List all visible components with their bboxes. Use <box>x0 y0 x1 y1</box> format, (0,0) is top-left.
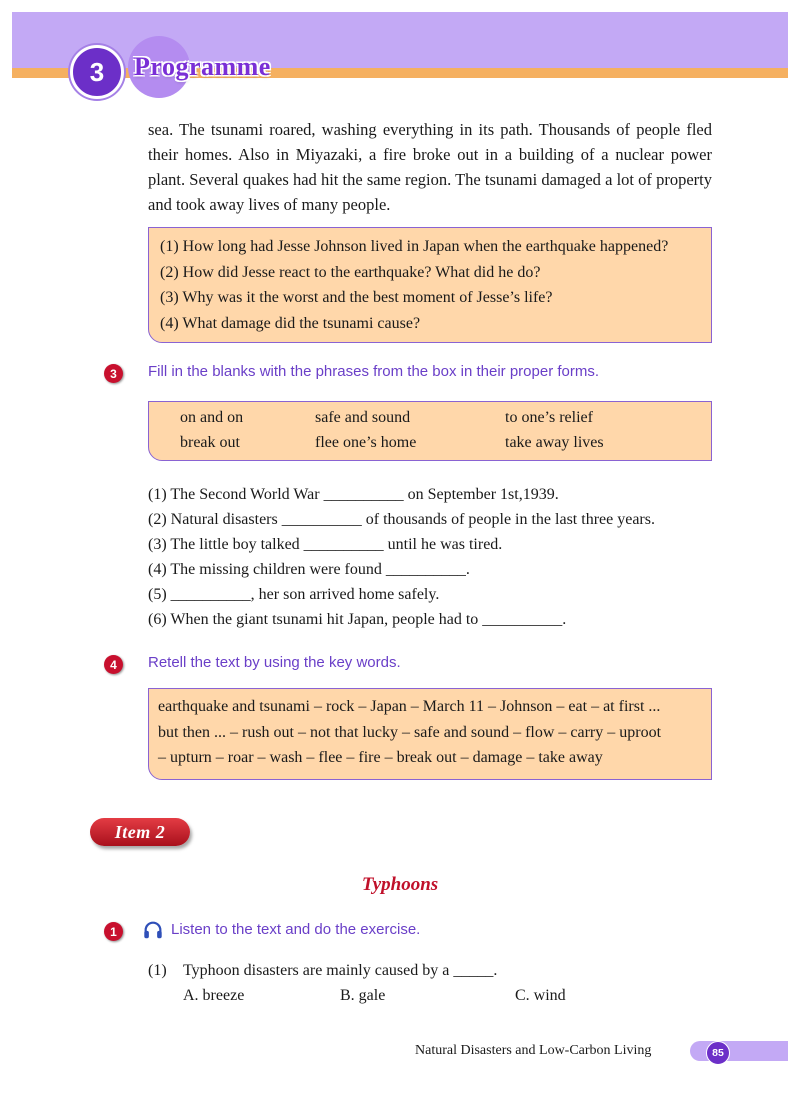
exercise-3-instruction: Fill in the blanks with the phrases from the box in their proper forms. <box>148 363 600 380</box>
phrase-to-ones-relief: to one’s relief <box>505 409 593 426</box>
phrase-box <box>148 401 712 461</box>
blank-sentences <box>148 482 655 632</box>
keywords-line-1: earthquake and tsunami – rock – Japan – March 11 – Johnson – eat – at first ... <box>158 698 661 715</box>
item2-exercise-1-badge: 1 <box>104 922 123 941</box>
reading-paragraph: sea. The tsunami roared, washing everything in its path. Thousands of people fled their homes. Also in Miyazaki, a fire broke out in a building of a nuclear power plant. Several quakes had hit the same region. The tsunami damaged a lot of property and took away lives of many people. <box>148 120 712 214</box>
item-2-label: Item 2 <box>90 818 190 846</box>
page-number: 85 <box>706 1041 730 1065</box>
blank-sentence-2: (2) Natural disasters __________ of thousands of people in the last three years. <box>148 511 655 528</box>
blank-sentence-5: (5) __________, her son arrived home safely. <box>148 586 440 603</box>
question-1: (1) How long had Jesse Johnson lived in Japan when the earthquake happened? <box>160 238 669 255</box>
headphones-icon <box>142 919 164 941</box>
keywords-line-3: – upturn – roar – wash – flee – fire – break out – damage – take away <box>158 749 603 766</box>
option-c: C. wind <box>515 987 566 1004</box>
question-4: (4) What damage did the tsunami cause? <box>160 314 421 332</box>
keywords-box <box>148 688 712 780</box>
exercise-4-badge: 4 <box>104 655 123 674</box>
blank-sentence-3: (3) The little boy talked __________ until he was tired. <box>148 536 503 553</box>
unit-number-badge: 3 <box>70 45 124 99</box>
typhoons-title: Typhoons <box>361 874 439 895</box>
keywords-line-2: but then ... – rush out – not that lucky – safe and sound – flow – carry – uproot <box>158 723 662 741</box>
exercise-4-instruction: Retell the text by using the key words. <box>148 654 401 671</box>
question-3: (3) Why was it the worst and the best moment of Jesse’s life? <box>160 289 553 306</box>
item2-exercise-1-instruction: Listen to the text and do the exercise. <box>171 921 421 938</box>
phrase-on-and-on: on and on <box>180 409 244 426</box>
option-b: B. gale <box>340 987 386 1004</box>
blank-sentence-6: (6) When the giant tsunami hit Japan, people had to __________. <box>148 611 567 628</box>
phrase-take-away-lives: take away lives <box>505 434 604 451</box>
blank-sentence-4: (4) The missing children were found __________. <box>148 561 470 578</box>
item2-question-1-number: (1) <box>148 962 167 979</box>
section-title: Programme <box>134 52 271 81</box>
footer-book-title: Natural Disasters and Low-Carbon Living <box>415 1043 652 1058</box>
option-a: A. breeze <box>183 987 245 1004</box>
question-2: (2) How did Jesse react to the earthquake? What did he do? <box>160 263 541 281</box>
phrase-break-out: break out <box>180 434 240 451</box>
blank-sentence-1: (1) The Second World War __________ on September 1st,1939. <box>148 486 559 503</box>
phrase-flee-ones-home: flee one’s home <box>315 434 417 451</box>
phrase-safe-and-sound: safe and sound <box>315 409 411 426</box>
footer-bar <box>690 1041 788 1061</box>
item2-question-1-text: Typhoon disasters are mainly caused by a _____. <box>183 962 498 979</box>
exercise-3-badge: 3 <box>104 364 123 383</box>
questions-box <box>148 227 712 343</box>
